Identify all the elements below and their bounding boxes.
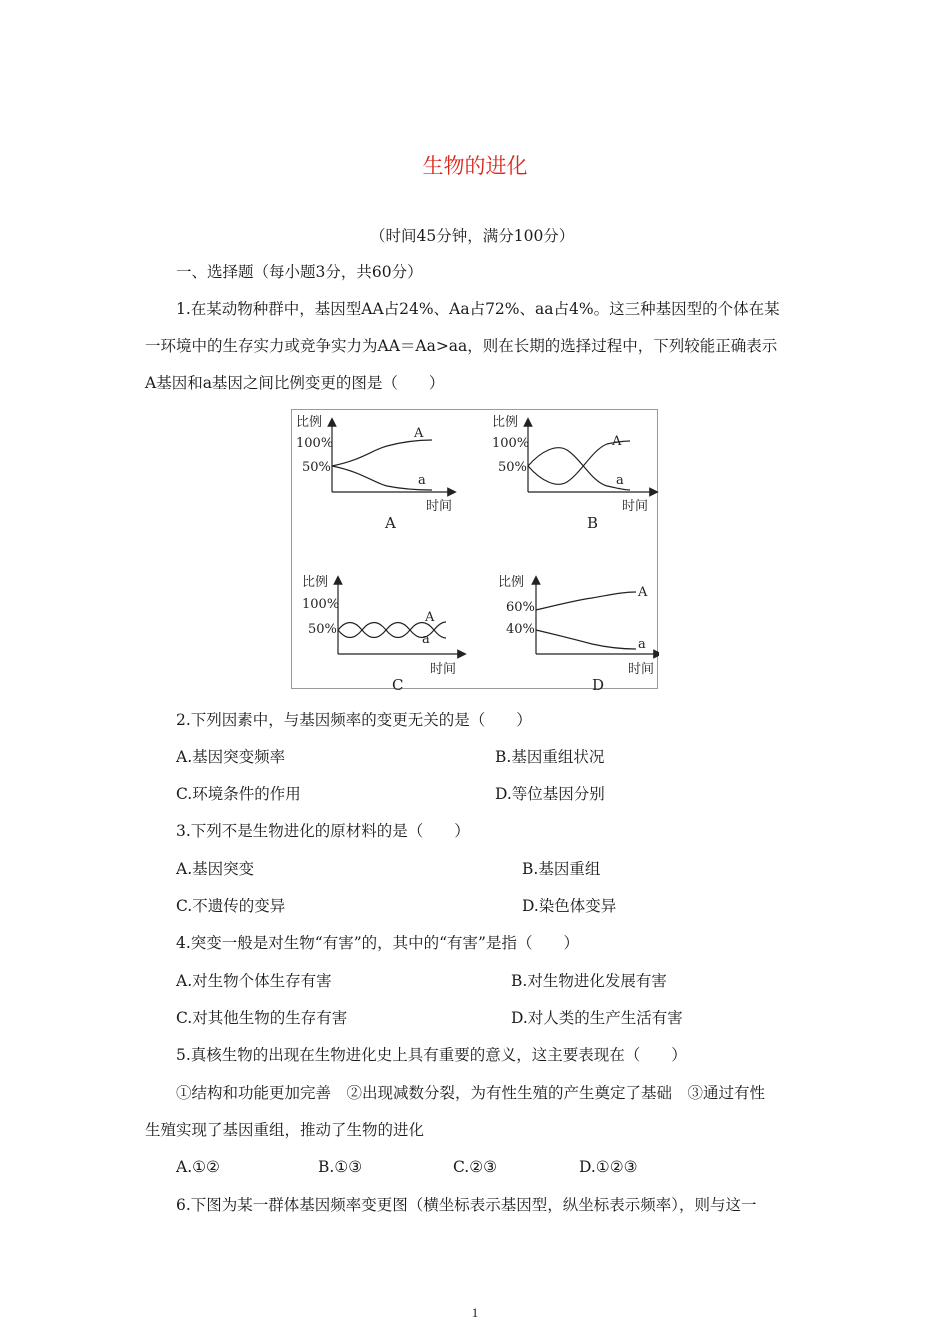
q2-stem: 2.下列因素中，与基因频率的变更无关的是（ ） (176, 711, 532, 729)
panel-d-label-a: a (638, 637, 646, 652)
panel-c-xlabel: 时间 (430, 662, 457, 677)
q1-figure-svg (292, 410, 659, 690)
panel-d-label-A: A (638, 585, 648, 600)
panel-b-curve-a (528, 448, 630, 490)
panel-d-curve-A (536, 592, 636, 610)
q5-option-c: C.②③ (453, 1158, 498, 1176)
panel-b-xlabel: 时间 (622, 499, 649, 514)
q5-option-b: B.①③ (318, 1158, 363, 1176)
q5-option-a: A.①② (176, 1158, 220, 1176)
panel-a-caption: A (385, 514, 396, 532)
panel-a-label-A: A (414, 426, 424, 441)
panel-a-label-a: a (418, 473, 426, 488)
panel-a-curve-a (332, 466, 432, 490)
q1-line2: 一环境中的生存实力或竞争实力为AA＝Aa>aa，则在长期的选择过程中，下列较能正确表示 (145, 337, 778, 355)
panel-b (492, 415, 654, 532)
panel-b-caption: B (587, 514, 599, 532)
q1-figure (291, 409, 658, 689)
panel-d-tick-60: 60% (506, 600, 535, 615)
page-number: 1 (471, 1305, 479, 1320)
q1-line3: A基因和a基因之间比例变更的图是（ ） (145, 374, 445, 392)
q3-option-d: D.染色体变异 (522, 897, 617, 915)
panel-a-xlabel: 时间 (426, 499, 453, 514)
panel-c-ylabel: 比例 (302, 575, 329, 590)
q4-option-b: B.对生物进化发展有害 (511, 972, 667, 990)
q4-option-d: D.对人类的生产生活有害 (511, 1009, 683, 1027)
exam-subtitle: （时间45分钟，满分100分） (370, 227, 575, 245)
q4-option-a: A.对生物个体生存有害 (176, 972, 332, 990)
panel-a (296, 415, 452, 532)
panel-c (302, 575, 462, 690)
panel-b-label-A: A (612, 434, 622, 449)
q3-stem: 3.下列不是生物进化的原材料的是（ ） (176, 822, 470, 840)
panel-d-tick-40: 40% (506, 622, 535, 637)
panel-c-label-a: a (422, 632, 430, 647)
q2-option-a: A.基因突变频率 (176, 748, 286, 766)
q3-option-a: A.基因突变 (176, 860, 255, 878)
q2-option-c: C.环境条件的作用 (176, 785, 301, 803)
panel-b-tick-50: 50% (498, 460, 527, 475)
panel-a-tick-50: 50% (302, 460, 331, 475)
panel-d-curve-a (536, 630, 636, 649)
q3-option-c: C.不遗传的变异 (176, 897, 286, 915)
q6-stem: 6.下图为某一群体基因频率变更图（横坐标表示基因型，纵坐标表示频率），则与这一 (176, 1196, 757, 1214)
q5-option-d: D.①②③ (579, 1158, 638, 1176)
panel-a-curve-A (332, 440, 432, 466)
document-title: 生物的进化 (422, 154, 528, 178)
panel-b-tick-100: 100% (492, 436, 530, 451)
q2-option-d: D.等位基因分别 (495, 785, 605, 803)
q2-option-b: B.基因重组状况 (495, 748, 605, 766)
panel-d (498, 575, 658, 690)
panel-c-label-A: A (425, 610, 435, 625)
q5-statement-line2: 生殖实现了基因重组，推动了生物的进化 (145, 1121, 425, 1139)
q3-option-b: B.基因重组 (522, 860, 601, 878)
panel-c-tick-100: 100% (302, 597, 340, 612)
panel-b-label-a: a (616, 473, 624, 488)
panel-b-ylabel: 比例 (492, 415, 519, 430)
q5-stem: 5.真核生物的出现在生物进化史上具有重要的意义，这主要表现在（ ） (176, 1046, 687, 1064)
panel-d-caption: D (592, 676, 605, 690)
q4-option-c: C.对其他生物的生存有害 (176, 1009, 348, 1027)
panel-c-tick-50: 50% (308, 622, 337, 637)
section-heading: 一、选择题（每小题3分，共60分） (176, 263, 423, 281)
q1-line1: 1.在某动物种群中，基因型AA占24%、Aa占72%、aa占4%。这三种基因型的个体在某 (176, 300, 780, 318)
panel-d-xlabel: 时间 (628, 662, 655, 677)
panel-a-ylabel: 比例 (296, 415, 323, 430)
panel-d-ylabel: 比例 (498, 575, 525, 590)
q4-stem: 4.突变一般是对生物“有害”的，其中的“有害”是指（ ） (176, 934, 579, 952)
q5-statement-line1: ①结构和功能更加完善 ②出现减数分裂，为有性生殖的产生奠定了基础 ③通过有性 (176, 1084, 766, 1102)
panel-c-caption: C (392, 676, 404, 690)
panel-a-tick-100: 100% (296, 436, 334, 451)
